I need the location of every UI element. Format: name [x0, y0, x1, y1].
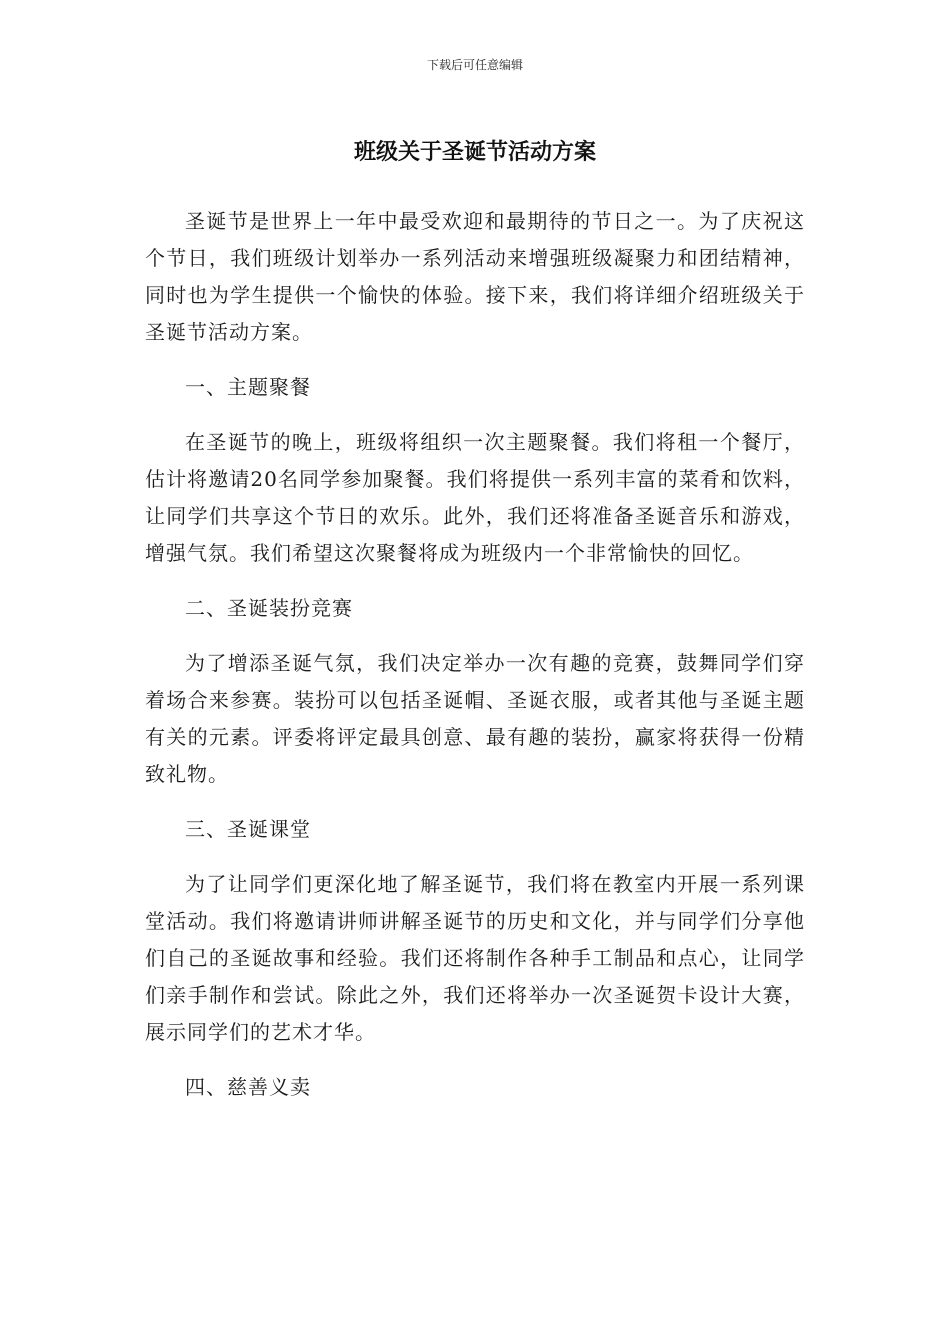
intro-paragraph: 圣诞节是世界上一年中最受欢迎和最期待的节日之一。为了庆祝这个节日，我们班级计划举办一系列活动来增强班级凝聚力和团结精神，同时也为学生提供一个愉快的体验。接下来，我们将详细介绍班级关于圣诞节活动方案。 — [145, 209, 805, 344]
section-paragraph-1: 在圣诞节的晚上，班级将组织一次主题聚餐。我们将租一个餐厅，估计将邀请20名同学参加聚餐。我们将提供一系列丰富的菜肴和饮料，让同学们共享这个节日的欢乐。此外，我们还将准备圣诞音乐和游戏，增强气氛。我们希望这次聚餐将成为班级内一个非常愉快的回忆。 — [145, 430, 805, 565]
header-note: 下载后可任意编辑 — [426, 58, 523, 72]
section-paragraph-2: 为了增添圣诞气氛，我们决定举办一次有趣的竞赛，鼓舞同学们穿着场合来参赛。装扮可以包括圣诞帽、圣诞衣服，或者其他与圣诞主题有关的元素。评委将评定最具创意、最有趣的装扮，赢家将获得一份精致礼物。 — [145, 651, 805, 786]
section-heading-2: 二、圣诞装扮竞赛 — [185, 596, 353, 620]
section-heading-1: 一、主题聚餐 — [185, 375, 311, 399]
document-title: 班级关于圣诞节活动方案 — [353, 140, 596, 165]
section-heading-3: 三、圣诞课堂 — [185, 817, 311, 841]
document-body — [145, 203, 805, 1124]
section-paragraph-3: 为了让同学们更深化地了解圣诞节，我们将在教室内开展一系列课堂活动。我们将邀请讲师讲解圣诞节的历史和文化，并与同学们分享他们自己的圣诞故事和经验。我们还将制作各种手工制品和点心，让同学们亲手制作和尝试。除此之外，我们还将举办一次圣诞贺卡设计大赛，展示同学们的艺术才华。 — [145, 872, 805, 1044]
section-heading-4: 四、慈善义卖 — [185, 1075, 311, 1099]
